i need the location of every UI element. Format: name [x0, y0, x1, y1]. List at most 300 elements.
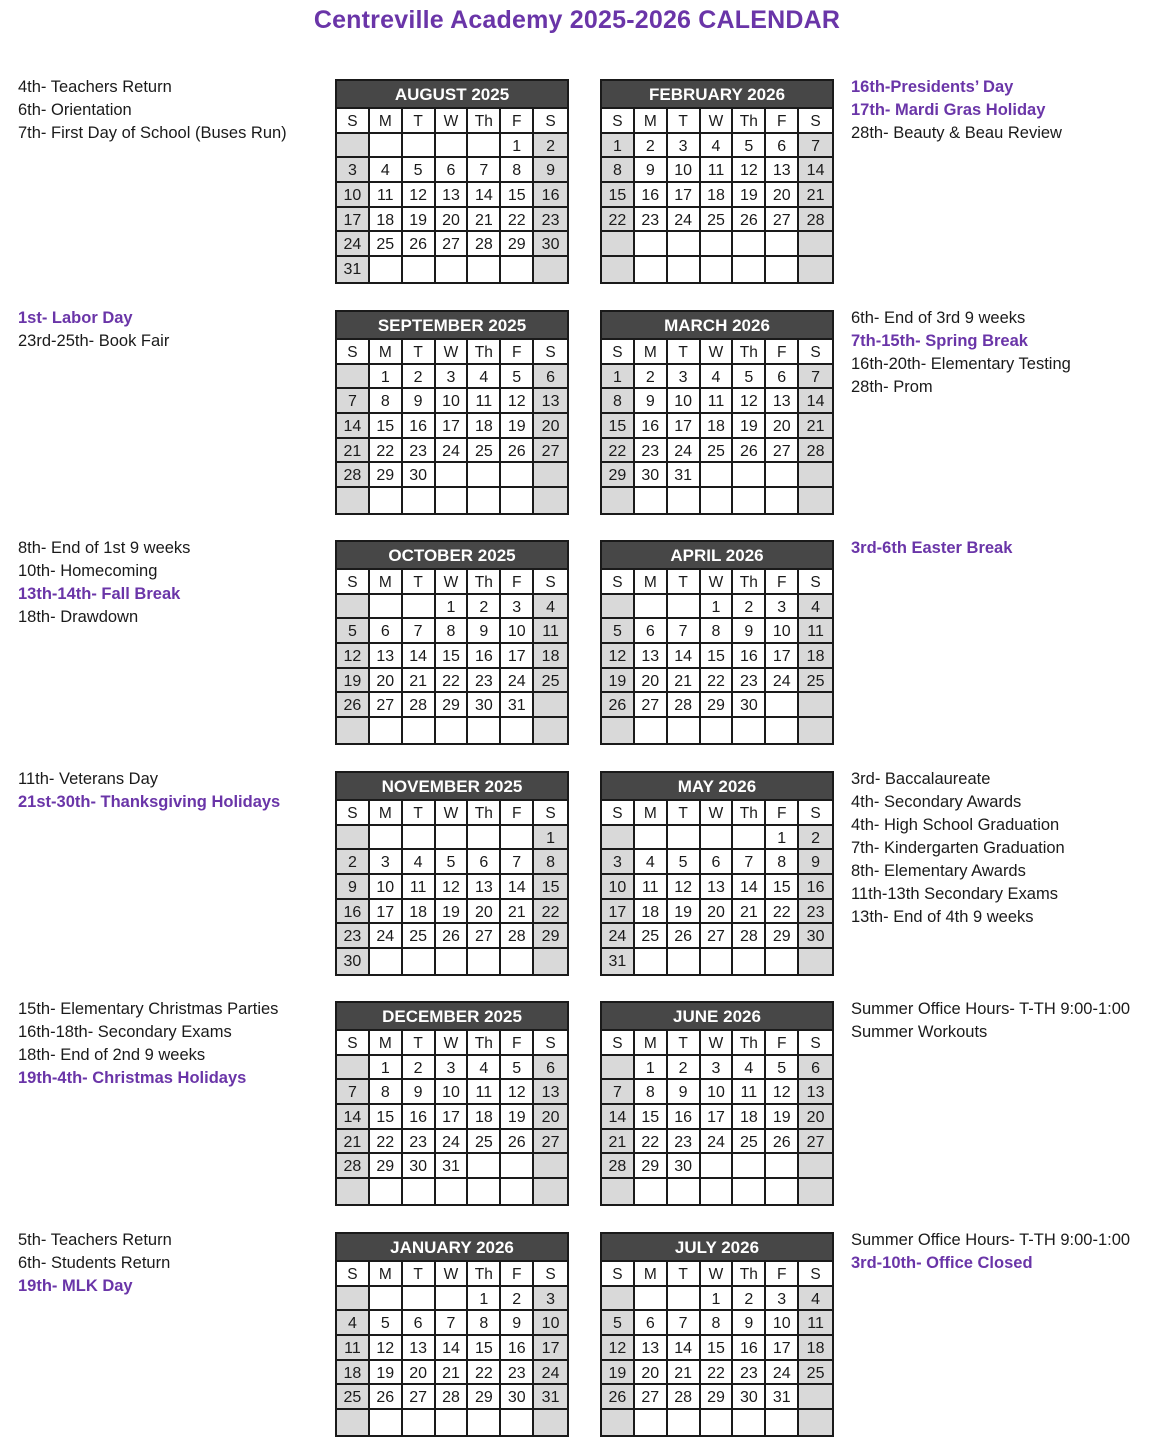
empty-day-cell	[602, 232, 635, 257]
empty-day-cell	[701, 826, 734, 851]
empty-day-cell	[668, 1287, 701, 1312]
day-cell: 7	[337, 389, 370, 414]
empty-day-cell	[403, 718, 436, 743]
day-cell: 18	[534, 644, 567, 669]
event-note: 6th- Students Return	[18, 1254, 171, 1272]
month-row	[0, 79, 1154, 299]
day-cell: 2	[403, 1056, 436, 1081]
day-cell: 27	[799, 1130, 832, 1155]
empty-day-cell	[766, 257, 799, 282]
day-cell: 23	[799, 900, 832, 925]
day-cell: 14	[403, 644, 436, 669]
month-row	[0, 310, 1154, 530]
day-cell: 12	[403, 183, 436, 208]
day-cell: 11	[337, 1336, 370, 1361]
empty-day-cell	[602, 1410, 635, 1435]
event-note: 16th-20th- Elementary Testing	[851, 355, 1071, 373]
empty-day-cell	[370, 488, 403, 513]
weekday-header: F	[501, 109, 534, 134]
day-cell: 20	[403, 1361, 436, 1386]
month-title: JULY 2026	[602, 1234, 832, 1262]
empty-day-cell	[668, 949, 701, 974]
day-cell: 2	[534, 134, 567, 159]
day-cell: 20	[635, 669, 668, 694]
day-cell: 30	[635, 463, 668, 488]
day-cell: 9	[501, 1311, 534, 1336]
weekday-header: Th	[733, 1031, 766, 1056]
day-cell: 18	[733, 1105, 766, 1130]
day-cell: 7	[602, 1080, 635, 1105]
day-cell: 25	[403, 924, 436, 949]
day-cell: 22	[468, 1361, 501, 1386]
day-cell: 14	[436, 1336, 469, 1361]
empty-day-cell	[799, 1179, 832, 1204]
weekday-header: S	[799, 570, 832, 595]
day-cell: 24	[534, 1361, 567, 1386]
empty-day-cell	[602, 718, 635, 743]
day-cell: 14	[501, 875, 534, 900]
month-row	[0, 540, 1154, 760]
month-title: SEPTEMBER 2025	[337, 312, 567, 340]
day-cell: 11	[370, 183, 403, 208]
left-notes	[18, 307, 169, 353]
day-cell: 27	[468, 924, 501, 949]
empty-day-cell	[534, 463, 567, 488]
empty-day-cell	[403, 595, 436, 620]
event-note: 13th-14th- Fall Break	[18, 585, 181, 603]
day-cell: 13	[403, 1336, 436, 1361]
left-notes	[18, 76, 287, 145]
weekday-header: W	[436, 570, 469, 595]
month-calendar	[600, 310, 834, 515]
day-cell: 10	[602, 875, 635, 900]
day-cell: 11	[403, 875, 436, 900]
empty-day-cell	[403, 134, 436, 159]
day-cell: 10	[436, 1080, 469, 1105]
day-cell: 19	[766, 1105, 799, 1130]
weekday-header: F	[766, 1031, 799, 1056]
empty-day-cell	[436, 826, 469, 851]
day-cell: 3	[701, 1056, 734, 1081]
day-cell: 11	[635, 875, 668, 900]
empty-day-cell	[534, 1179, 567, 1204]
empty-day-cell	[701, 1154, 734, 1179]
event-note: 18th- Drawdown	[18, 608, 139, 626]
day-cell: 23	[337, 924, 370, 949]
event-note: 13th- End of 4th 9 weeks	[851, 908, 1034, 926]
empty-day-cell	[635, 257, 668, 282]
empty-day-cell	[602, 1179, 635, 1204]
event-note: 19th- MLK Day	[18, 1277, 133, 1295]
empty-day-cell	[635, 949, 668, 974]
event-note: 17th- Mardi Gras Holiday	[851, 101, 1046, 119]
day-cell: 8	[602, 158, 635, 183]
empty-day-cell	[370, 257, 403, 282]
day-cell: 23	[403, 439, 436, 464]
empty-day-cell	[733, 488, 766, 513]
month-title: FEBRUARY 2026	[602, 81, 832, 109]
month-calendar	[600, 79, 834, 284]
left-notes	[18, 1229, 172, 1298]
month-grid	[337, 570, 567, 743]
weekday-header: T	[668, 1262, 701, 1287]
day-cell: 11	[534, 619, 567, 644]
empty-day-cell	[501, 1179, 534, 1204]
day-cell: 4	[635, 850, 668, 875]
day-cell: 3	[436, 365, 469, 390]
day-cell: 5	[337, 619, 370, 644]
day-cell: 11	[468, 389, 501, 414]
day-cell: 2	[799, 826, 832, 851]
day-cell: 3	[337, 158, 370, 183]
weekday-header: T	[668, 340, 701, 365]
empty-day-cell	[501, 1154, 534, 1179]
weekday-header: S	[337, 570, 370, 595]
day-cell: 8	[468, 1311, 501, 1336]
day-cell: 10	[501, 619, 534, 644]
day-cell: 8	[501, 158, 534, 183]
day-cell: 18	[403, 900, 436, 925]
empty-day-cell	[701, 1179, 734, 1204]
day-cell: 31	[602, 949, 635, 974]
weekday-header: T	[668, 801, 701, 826]
empty-day-cell	[668, 1179, 701, 1204]
weekday-header: M	[370, 801, 403, 826]
month-title: JANUARY 2026	[337, 1234, 567, 1262]
day-cell: 15	[701, 644, 734, 669]
day-cell: 24	[436, 1130, 469, 1155]
day-cell: 10	[701, 1080, 734, 1105]
day-cell: 19	[501, 414, 534, 439]
month-grid	[602, 1031, 832, 1204]
weekday-header: S	[534, 340, 567, 365]
day-cell: 28	[501, 924, 534, 949]
month-title: JUNE 2026	[602, 1003, 832, 1031]
empty-day-cell	[635, 232, 668, 257]
day-cell: 13	[635, 1336, 668, 1361]
weekday-header: F	[766, 570, 799, 595]
day-cell: 26	[436, 924, 469, 949]
weekday-header: M	[635, 340, 668, 365]
weekday-header: M	[635, 801, 668, 826]
day-cell: 9	[799, 850, 832, 875]
day-cell: 23	[733, 669, 766, 694]
day-cell: 13	[766, 389, 799, 414]
day-cell: 23	[668, 1130, 701, 1155]
month-title: MARCH 2026	[602, 312, 832, 340]
event-note: 7th- Kindergarten Graduation	[851, 839, 1065, 857]
day-cell: 28	[799, 439, 832, 464]
day-cell: 13	[534, 1080, 567, 1105]
empty-day-cell	[766, 949, 799, 974]
empty-day-cell	[436, 1287, 469, 1312]
day-cell: 12	[501, 1080, 534, 1105]
day-cell: 5	[602, 1311, 635, 1336]
event-note: 10th- Homecoming	[18, 562, 158, 580]
day-cell: 24	[602, 924, 635, 949]
day-cell: 2	[403, 365, 436, 390]
empty-day-cell	[602, 595, 635, 620]
weekday-header: W	[436, 109, 469, 134]
weekday-header: Th	[468, 1031, 501, 1056]
day-cell: 19	[733, 414, 766, 439]
event-note: 4th- Secondary Awards	[851, 793, 1022, 811]
month-grid	[337, 1262, 567, 1435]
day-cell: 4	[403, 850, 436, 875]
day-cell: 26	[501, 439, 534, 464]
day-cell: 29	[501, 232, 534, 257]
day-cell: 4	[337, 1311, 370, 1336]
day-cell: 6	[534, 1056, 567, 1081]
day-cell: 12	[337, 644, 370, 669]
empty-day-cell	[337, 1287, 370, 1312]
weekday-header: S	[534, 109, 567, 134]
day-cell: 6	[370, 619, 403, 644]
day-cell: 28	[733, 924, 766, 949]
empty-day-cell	[733, 826, 766, 851]
empty-day-cell	[436, 1179, 469, 1204]
day-cell: 29	[766, 924, 799, 949]
empty-day-cell	[501, 826, 534, 851]
day-cell: 27	[436, 232, 469, 257]
event-note: 4th- Teachers Return	[18, 78, 172, 96]
empty-day-cell	[766, 463, 799, 488]
empty-day-cell	[701, 232, 734, 257]
day-cell: 24	[501, 669, 534, 694]
day-cell: 30	[799, 924, 832, 949]
month-title: MAY 2026	[602, 773, 832, 801]
weekday-header: F	[766, 109, 799, 134]
day-cell: 26	[668, 924, 701, 949]
empty-day-cell	[436, 257, 469, 282]
weekday-header: S	[799, 1262, 832, 1287]
empty-day-cell	[668, 232, 701, 257]
day-cell: 13	[468, 875, 501, 900]
month-row	[0, 771, 1154, 991]
day-cell: 11	[733, 1080, 766, 1105]
weekday-header: F	[766, 340, 799, 365]
day-cell: 1	[602, 365, 635, 390]
day-cell: 10	[534, 1311, 567, 1336]
day-cell: 15	[766, 875, 799, 900]
empty-day-cell	[799, 488, 832, 513]
weekday-header: Th	[733, 1262, 766, 1287]
day-cell: 1	[370, 1056, 403, 1081]
day-cell: 9	[468, 619, 501, 644]
empty-day-cell	[602, 257, 635, 282]
day-cell: 26	[766, 1130, 799, 1155]
day-cell: 3	[602, 850, 635, 875]
day-cell: 3	[766, 595, 799, 620]
day-cell: 29	[701, 1385, 734, 1410]
day-cell: 11	[701, 389, 734, 414]
day-cell: 24	[766, 1361, 799, 1386]
day-cell: 12	[602, 1336, 635, 1361]
weekday-header: M	[635, 570, 668, 595]
day-cell: 26	[337, 693, 370, 718]
day-cell: 19	[337, 669, 370, 694]
day-cell: 24	[668, 439, 701, 464]
day-cell: 7	[436, 1311, 469, 1336]
weekday-header: M	[635, 1262, 668, 1287]
empty-day-cell	[370, 1287, 403, 1312]
day-cell: 3	[370, 850, 403, 875]
weekday-header: Th	[468, 1262, 501, 1287]
empty-day-cell	[668, 488, 701, 513]
day-cell: 8	[701, 619, 734, 644]
day-cell: 2	[501, 1287, 534, 1312]
weekday-header: Th	[733, 570, 766, 595]
day-cell: 29	[701, 693, 734, 718]
day-cell: 24	[668, 208, 701, 233]
day-cell: 16	[501, 1336, 534, 1361]
day-cell: 19	[733, 183, 766, 208]
month-grid	[337, 1031, 567, 1204]
day-cell: 19	[602, 669, 635, 694]
month-grid	[337, 340, 567, 513]
day-cell: 25	[337, 1385, 370, 1410]
empty-day-cell	[602, 1287, 635, 1312]
empty-day-cell	[436, 949, 469, 974]
empty-day-cell	[701, 1410, 734, 1435]
day-cell: 21	[337, 439, 370, 464]
day-cell: 2	[668, 1056, 701, 1081]
event-note: Summer Office Hours- T-TH 9:00-1:00	[851, 1000, 1131, 1018]
empty-day-cell	[766, 488, 799, 513]
weekday-header: S	[799, 801, 832, 826]
day-cell: 27	[635, 1385, 668, 1410]
day-cell: 16	[635, 183, 668, 208]
day-cell: 20	[701, 900, 734, 925]
day-cell: 21	[403, 669, 436, 694]
empty-day-cell	[799, 232, 832, 257]
empty-day-cell	[668, 1410, 701, 1435]
day-cell: 12	[733, 158, 766, 183]
day-cell: 30	[733, 693, 766, 718]
day-cell: 29	[602, 463, 635, 488]
month-row	[0, 1232, 1154, 1452]
day-cell: 15	[701, 1336, 734, 1361]
left-notes	[18, 768, 280, 814]
day-cell: 23	[468, 669, 501, 694]
empty-day-cell	[701, 949, 734, 974]
day-cell: 19	[436, 900, 469, 925]
day-cell: 17	[766, 1336, 799, 1361]
weekday-header: S	[337, 340, 370, 365]
day-cell: 26	[370, 1385, 403, 1410]
event-note: 15th- Elementary Christmas Parties	[18, 1000, 279, 1018]
empty-day-cell	[766, 1179, 799, 1204]
empty-day-cell	[403, 826, 436, 851]
event-note: 16th-Presidents’ Day	[851, 78, 1014, 96]
weekday-header: M	[370, 1262, 403, 1287]
day-cell: 27	[534, 1130, 567, 1155]
day-cell: 4	[468, 1056, 501, 1081]
day-cell: 8	[701, 1311, 734, 1336]
day-cell: 4	[799, 595, 832, 620]
day-cell: 29	[436, 693, 469, 718]
day-cell: 7	[799, 134, 832, 159]
day-cell: 11	[799, 619, 832, 644]
day-cell: 3	[534, 1287, 567, 1312]
day-cell: 7	[668, 619, 701, 644]
day-cell: 10	[766, 619, 799, 644]
day-cell: 15	[370, 414, 403, 439]
event-note: 7th- First Day of School (Buses Run)	[18, 124, 287, 142]
day-cell: 12	[501, 389, 534, 414]
empty-day-cell	[701, 463, 734, 488]
day-cell: 2	[733, 595, 766, 620]
day-cell: 25	[701, 208, 734, 233]
weekday-header: S	[602, 109, 635, 134]
weekday-header: Th	[733, 801, 766, 826]
empty-day-cell	[668, 257, 701, 282]
day-cell: 25	[799, 1361, 832, 1386]
day-cell: 22	[602, 208, 635, 233]
day-cell: 7	[799, 365, 832, 390]
month-calendar	[335, 771, 569, 976]
day-cell: 26	[403, 232, 436, 257]
day-cell: 7	[733, 850, 766, 875]
empty-day-cell	[436, 718, 469, 743]
day-cell: 13	[799, 1080, 832, 1105]
weekday-header: W	[701, 1262, 734, 1287]
empty-day-cell	[733, 1154, 766, 1179]
day-cell: 28	[668, 1385, 701, 1410]
empty-day-cell	[370, 1179, 403, 1204]
weekday-header: M	[370, 340, 403, 365]
weekday-header: S	[799, 340, 832, 365]
day-cell: 23	[635, 208, 668, 233]
day-cell: 21	[501, 900, 534, 925]
empty-day-cell	[370, 595, 403, 620]
day-cell: 17	[668, 414, 701, 439]
month-calendar	[600, 1232, 834, 1437]
day-cell: 8	[602, 389, 635, 414]
day-cell: 22	[602, 439, 635, 464]
day-cell: 20	[766, 414, 799, 439]
day-cell: 31	[337, 257, 370, 282]
empty-day-cell	[337, 1056, 370, 1081]
day-cell: 30	[403, 463, 436, 488]
empty-day-cell	[501, 463, 534, 488]
empty-day-cell	[733, 232, 766, 257]
day-cell: 10	[436, 389, 469, 414]
event-note: Summer Workouts	[851, 1023, 988, 1041]
day-cell: 30	[337, 949, 370, 974]
weekday-header: S	[799, 1031, 832, 1056]
day-cell: 27	[403, 1385, 436, 1410]
weekday-header: S	[534, 570, 567, 595]
day-cell: 16	[403, 1105, 436, 1130]
day-cell: 22	[701, 669, 734, 694]
month-calendar	[335, 310, 569, 515]
day-cell: 6	[799, 1056, 832, 1081]
weekday-header: Th	[468, 801, 501, 826]
weekday-header: S	[602, 1262, 635, 1287]
day-cell: 25	[733, 1130, 766, 1155]
day-cell: 20	[534, 414, 567, 439]
day-cell: 24	[337, 232, 370, 257]
day-cell: 19	[403, 208, 436, 233]
page-title: Centreville Academy 2025-2026 CALENDAR	[313, 6, 841, 34]
weekday-header: S	[337, 801, 370, 826]
day-cell: 21	[668, 669, 701, 694]
weekday-header: M	[370, 109, 403, 134]
empty-day-cell	[403, 1179, 436, 1204]
event-note: 18th- End of 2nd 9 weeks	[18, 1046, 206, 1064]
empty-day-cell	[337, 1179, 370, 1204]
